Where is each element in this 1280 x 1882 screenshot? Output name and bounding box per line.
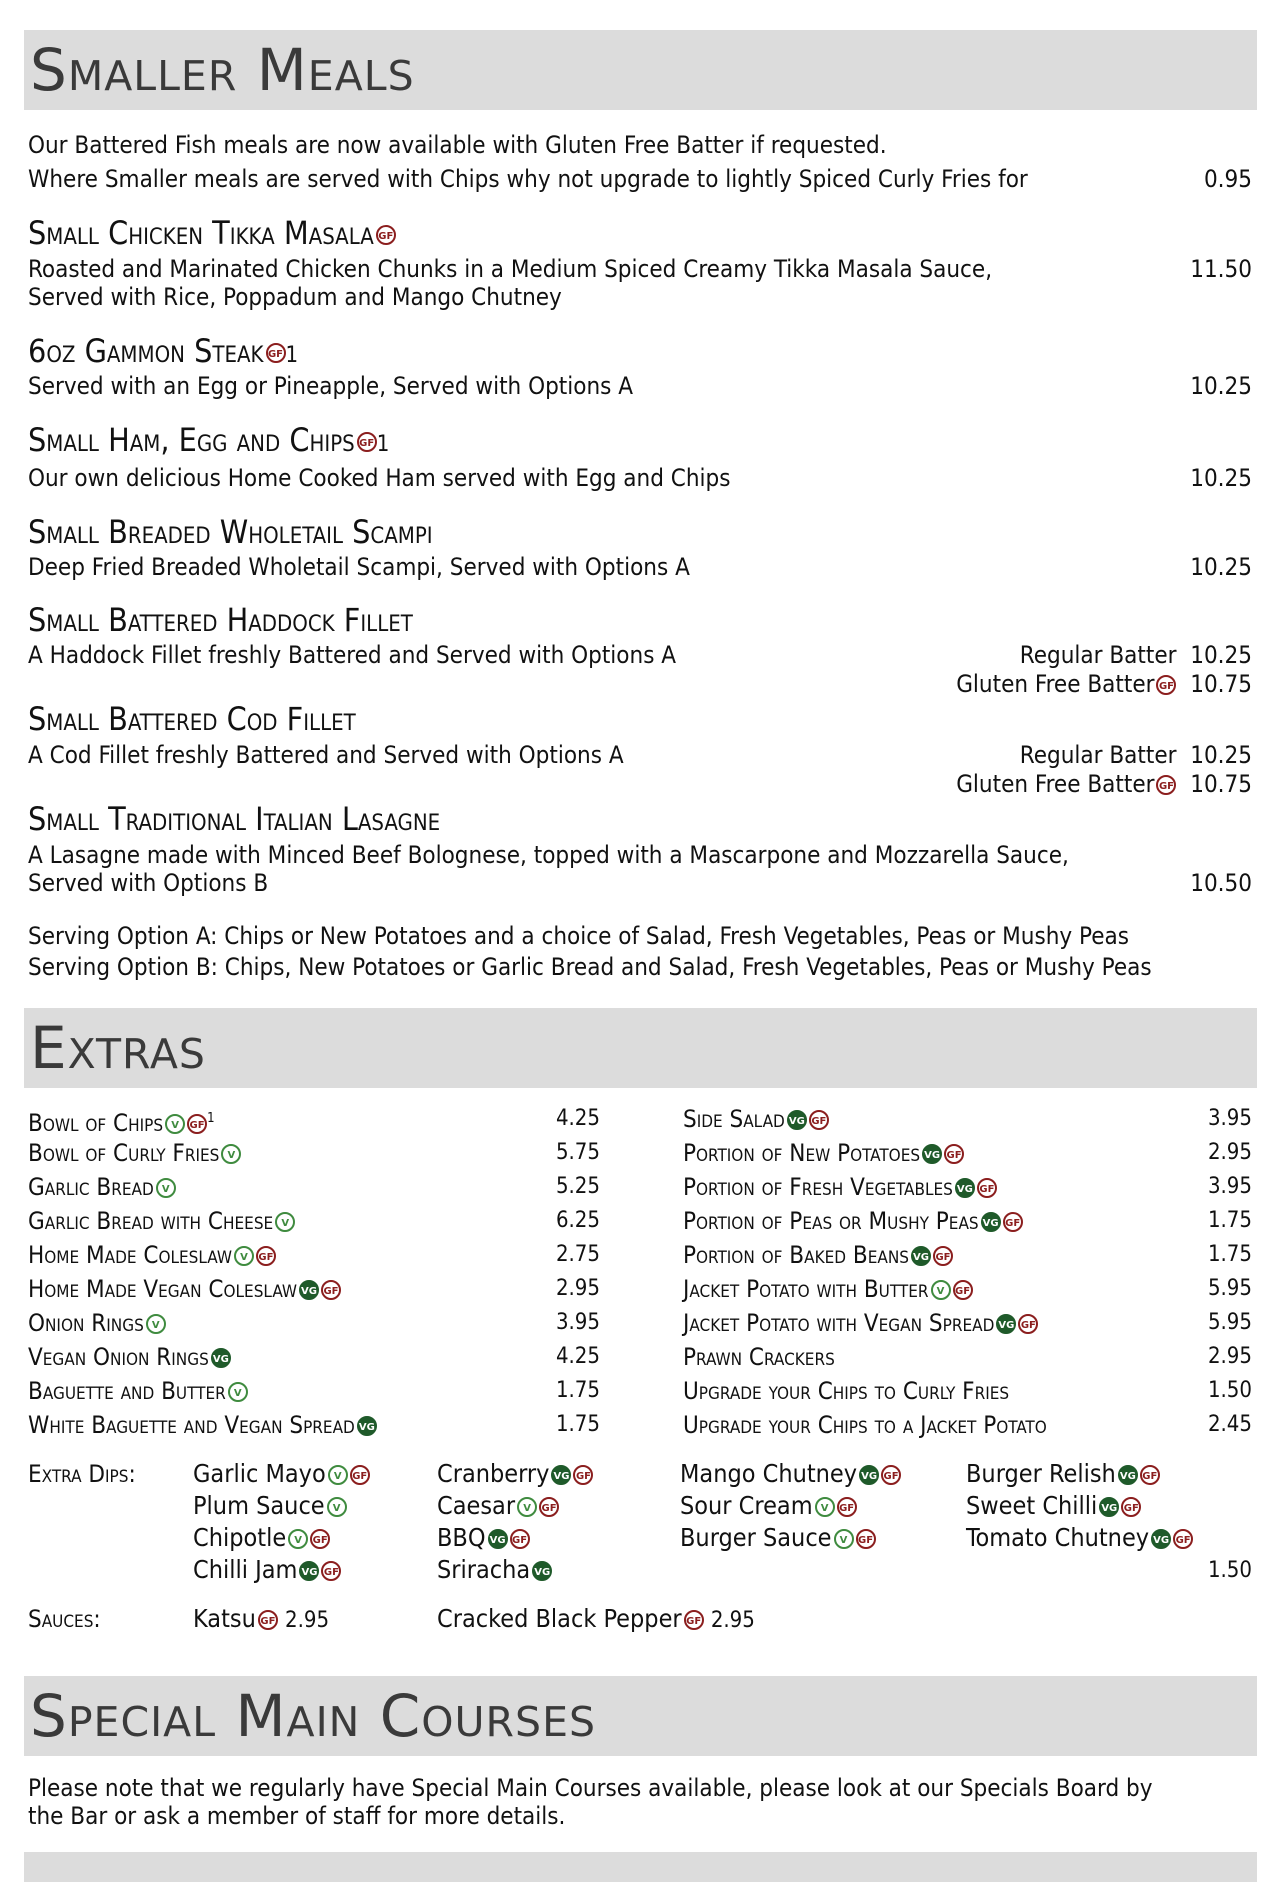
gluten-free-icon: GF — [933, 1246, 953, 1266]
gluten-free-icon: GF — [977, 1178, 997, 1198]
extra-item: Jacket Potato with Butter V GF — [683, 1275, 973, 1303]
vegan-icon: VG — [1118, 1465, 1138, 1485]
gluten-free-icon: GF — [266, 343, 286, 363]
vegan-icon: VG — [859, 1465, 879, 1485]
extra-item: Baguette and Butter V — [28, 1377, 248, 1405]
vegetarian-icon: V — [234, 1246, 254, 1266]
intro-line-2: Where Smaller meals are served with Chips why not upgrade to lightly Spiced Curly Fries for — [28, 165, 1028, 193]
extra-item: White Baguette and Vegan Spread VG — [28, 1411, 377, 1439]
gluten-free-icon: GF — [321, 1280, 341, 1300]
gluten-free-icon: GF — [357, 432, 377, 452]
footer-band — [24, 1852, 1257, 1882]
serving-option-b: Serving Option B: Chips, New Potatoes or Garlic Bread and Salad, Fresh Vegetables, Peas or Mushy Peas — [28, 953, 1152, 981]
meal-title: Small Breaded Wholetail Scampi — [28, 513, 433, 551]
dip-item: Sweet Chilli VG GF — [966, 1491, 1141, 1521]
extra-item: Bowl of Curly Fries V — [28, 1139, 241, 1167]
extra-price: 5.95 — [1207, 1310, 1252, 1335]
vegetarian-icon: V — [834, 1529, 854, 1549]
extras-header — [24, 1008, 1257, 1088]
vegan-icon: VG — [922, 1144, 942, 1164]
extra-price: 3.95 — [1207, 1174, 1252, 1199]
gluten-free-icon: GF — [684, 1610, 704, 1630]
special-note-line-1: Please note that we regularly have Special Main Courses available, please look at our Specials Board by — [28, 1774, 1153, 1802]
extra-price: 5.25 — [555, 1174, 600, 1199]
vegetarian-icon: V — [156, 1178, 176, 1198]
section-title: Extras — [30, 1014, 206, 1082]
meal-description: Served with an Egg or Pineapple, Served with Options A — [28, 372, 634, 400]
meal-title: Small Traditional Italian Lasagne — [28, 800, 441, 838]
meal-description: Roasted and Marinated Chicken Chunks in a Medium Spiced Creamy Tikka Masala Sauce, — [28, 255, 993, 283]
vegetarian-icon: V — [288, 1529, 308, 1549]
dip-item: Plum Sauce V — [193, 1491, 347, 1521]
extra-item: Portion of New Potatoes VG GF — [683, 1139, 964, 1167]
dip-item: Cranberry VG GF — [437, 1459, 593, 1489]
vegetarian-icon: V — [327, 1497, 347, 1517]
gluten-free-icon: GF — [953, 1280, 973, 1300]
vegetarian-icon: V — [275, 1212, 295, 1232]
meal-description: Served with Options B — [28, 869, 269, 897]
vegan-icon: VG — [551, 1465, 571, 1485]
extra-item: Upgrade your Chips to Curly Fries — [683, 1377, 1010, 1405]
sauce-item: Cracked Black Pepper GF 2.95 — [437, 1604, 755, 1633]
batter-option-gluten-free: Gluten Free Batter GF 10.75 — [956, 770, 1252, 798]
batter-option-regular: Regular Batter 10.25 — [1019, 741, 1252, 769]
batter-option-gluten-free: Gluten Free Batter GF 10.75 — [956, 670, 1252, 698]
extra-price: 1.75 — [555, 1378, 600, 1403]
gluten-free-icon: GF — [1156, 775, 1176, 795]
gluten-free-icon: GF — [809, 1110, 829, 1130]
serving-option-a: Serving Option A: Chips or New Potatoes and a choice of Salad, Fresh Vegetables, Peas or Mushy Peas — [28, 922, 1129, 950]
extra-item: Vegan Onion Rings VG — [28, 1343, 231, 1371]
extra-price: 2.95 — [1207, 1344, 1252, 1369]
extra-item: Portion of Fresh Vegetables VG GF — [683, 1173, 997, 1201]
meal-title: 6oz Gammon Steak GF 1 — [28, 332, 299, 370]
extra-price: 6.25 — [555, 1208, 600, 1233]
dip-item: Burger Sauce V GF — [680, 1523, 876, 1553]
extra-item: Jacket Potato with Vegan Spread VG GF — [683, 1309, 1038, 1337]
gluten-free-icon: GF — [376, 225, 396, 245]
extra-price: 2.75 — [555, 1242, 600, 1267]
vegan-icon: VG — [911, 1246, 931, 1266]
gluten-free-icon: GF — [1156, 675, 1176, 695]
vegetarian-icon: V — [221, 1144, 241, 1164]
meal-price: 10.25 — [1190, 372, 1252, 400]
dip-item: Mango Chutney VG GF — [680, 1459, 901, 1489]
vegan-icon: VG — [211, 1348, 231, 1368]
extra-item: Bowl of Chips V GF $^1$ — [28, 1109, 215, 1137]
extra-item: Onion Rings V — [28, 1309, 166, 1337]
gluten-free-icon: GF — [187, 1114, 207, 1134]
gluten-free-icon: GF — [321, 1561, 341, 1581]
dip-item: Tomato Chutney VG GF — [966, 1523, 1193, 1553]
dip-item: Sriracha VG — [437, 1555, 552, 1585]
dip-item: Chipotle V GF — [193, 1523, 330, 1553]
dip-item: Garlic Mayo V GF — [193, 1459, 370, 1489]
footnote-marker: 1 — [376, 432, 390, 457]
vegan-icon: VG — [299, 1280, 319, 1300]
extra-price: 4.25 — [555, 1106, 600, 1131]
gluten-free-icon: GF — [1003, 1212, 1023, 1232]
meal-description: A Haddock Fillet freshly Battered and Served with Options A — [28, 641, 677, 669]
gluten-free-icon: GF — [539, 1497, 559, 1517]
gluten-free-icon: GF — [256, 1246, 276, 1266]
vegan-icon: VG — [299, 1561, 319, 1581]
gluten-free-icon: GF — [350, 1465, 370, 1485]
extra-item: Portion of Peas or Mushy Peas VG GF — [683, 1207, 1023, 1235]
vegetarian-icon: V — [815, 1497, 835, 1517]
vegan-icon: VG — [996, 1314, 1016, 1334]
meal-price: 10.50 — [1190, 869, 1252, 897]
gluten-free-icon: GF — [837, 1497, 857, 1517]
extra-item: Upgrade your Chips to a Jacket Potato — [683, 1411, 1047, 1439]
meal-price: 11.50 — [1190, 255, 1252, 283]
vegan-icon: VG — [981, 1212, 1001, 1232]
vegan-icon: VG — [1099, 1497, 1119, 1517]
dip-item: Burger Relish VG GF — [966, 1459, 1160, 1489]
smaller-meals-header — [24, 30, 1257, 110]
extra-item: Side Salad VG GF — [683, 1105, 829, 1133]
vegan-icon: VG — [787, 1110, 807, 1130]
section-title: Smaller Meals — [30, 36, 415, 104]
sauces-label: Sauces: — [28, 1605, 101, 1633]
dip-item: Sour Cream V GF — [680, 1491, 857, 1521]
extra-dips-label: Extra Dips: — [28, 1460, 136, 1488]
extra-price: 1.75 — [555, 1412, 600, 1437]
gluten-free-icon: GF — [1173, 1529, 1193, 1549]
extra-item: Portion of Baked Beans VG GF — [683, 1241, 953, 1269]
meal-title: Small Chicken Tikka Masala GF — [28, 215, 396, 251]
meal-description: A Lasagne made with Minced Beef Bolognese, topped with a Mascarpone and Mozzarella Sauce, — [28, 841, 1069, 869]
dip-item: Chilli Jam VG GF — [193, 1555, 341, 1585]
vegetarian-icon: V — [931, 1280, 951, 1300]
vegetarian-icon: V — [146, 1314, 166, 1334]
gluten-free-icon: GF — [1140, 1465, 1160, 1485]
extra-item: Garlic Bread V — [28, 1173, 176, 1201]
vegan-icon: VG — [532, 1561, 552, 1581]
sauce-item: Katsu GF 2.95 — [193, 1604, 330, 1633]
extra-price: 1.75 — [1207, 1208, 1252, 1233]
extra-item: Home Made Vegan Coleslaw VG GF — [28, 1275, 341, 1303]
extra-price: 1.50 — [1207, 1378, 1252, 1403]
extra-price: 1.75 — [1207, 1242, 1252, 1267]
gluten-free-icon: GF — [1018, 1314, 1038, 1334]
gluten-free-icon: GF — [856, 1529, 876, 1549]
meal-title: Small Ham, Egg and Chips GF 1 — [28, 421, 390, 459]
extra-price: 5.95 — [1207, 1276, 1252, 1301]
extra-price: 3.95 — [1207, 1106, 1252, 1131]
vegan-icon: VG — [1151, 1529, 1171, 1549]
gluten-free-icon: GF — [573, 1465, 593, 1485]
vegetarian-icon: V — [165, 1114, 185, 1134]
gluten-free-icon: GF — [310, 1529, 330, 1549]
meal-title: Small Battered Haddock Fillet — [28, 601, 413, 639]
vegan-icon: VG — [955, 1178, 975, 1198]
footnote-marker: 1 — [285, 343, 299, 368]
extra-item: Home Made Coleslaw V GF — [28, 1241, 276, 1269]
meal-price: 10.25 — [1190, 553, 1252, 581]
gluten-free-icon: GF — [1121, 1497, 1141, 1517]
meal-description: Our own delicious Home Cooked Ham served with Egg and Chips — [28, 464, 731, 492]
gluten-free-icon: GF — [944, 1144, 964, 1164]
gluten-free-icon: GF — [258, 1610, 278, 1630]
extra-price: 2.95 — [1207, 1140, 1252, 1165]
meal-description: A Cod Fillet freshly Battered and Served with Options A — [28, 741, 624, 769]
extra-price: 5.75 — [555, 1140, 600, 1165]
curly-fries-upgrade-price: 0.95 — [1203, 165, 1252, 193]
extra-price: 4.25 — [555, 1344, 600, 1369]
vegetarian-icon: V — [517, 1497, 537, 1517]
meal-description: Deep Fried Breaded Wholetail Scampi, Served with Options A — [28, 553, 690, 581]
vegetarian-icon: V — [228, 1382, 248, 1402]
extra-price: 2.95 — [555, 1276, 600, 1301]
vegan-icon: VG — [357, 1416, 377, 1436]
meal-title: Small Battered Cod Fillet — [28, 700, 356, 738]
section-title: Special Main Courses — [30, 1682, 597, 1750]
dip-item: BBQ VG GF — [437, 1523, 530, 1553]
special-note-line-2: the Bar or ask a member of staff for more details. — [28, 1802, 566, 1830]
extra-item: Garlic Bread with Cheese V — [28, 1207, 295, 1235]
vegan-icon: VG — [488, 1529, 508, 1549]
meal-description: Served with Rice, Poppadum and Mango Chutney — [28, 283, 562, 311]
extra-price: 3.95 — [555, 1310, 600, 1335]
special-main-courses-header — [24, 1676, 1257, 1756]
vegetarian-icon: V — [328, 1465, 348, 1485]
dips-price: 1.50 — [1207, 1558, 1252, 1583]
dip-item: Caesar V GF — [437, 1491, 559, 1521]
extra-item: Prawn Crackers — [683, 1343, 835, 1371]
batter-option-regular: Regular Batter 10.25 — [1019, 641, 1252, 669]
extra-price: 2.45 — [1207, 1412, 1252, 1437]
gluten-free-icon: GF — [881, 1465, 901, 1485]
intro-line-1: Our Battered Fish meals are now available with Gluten Free Batter if requested. — [28, 131, 887, 159]
gluten-free-icon: GF — [510, 1529, 530, 1549]
footnote-marker: 1 — [207, 1111, 215, 1126]
meal-price: 10.25 — [1190, 464, 1252, 492]
